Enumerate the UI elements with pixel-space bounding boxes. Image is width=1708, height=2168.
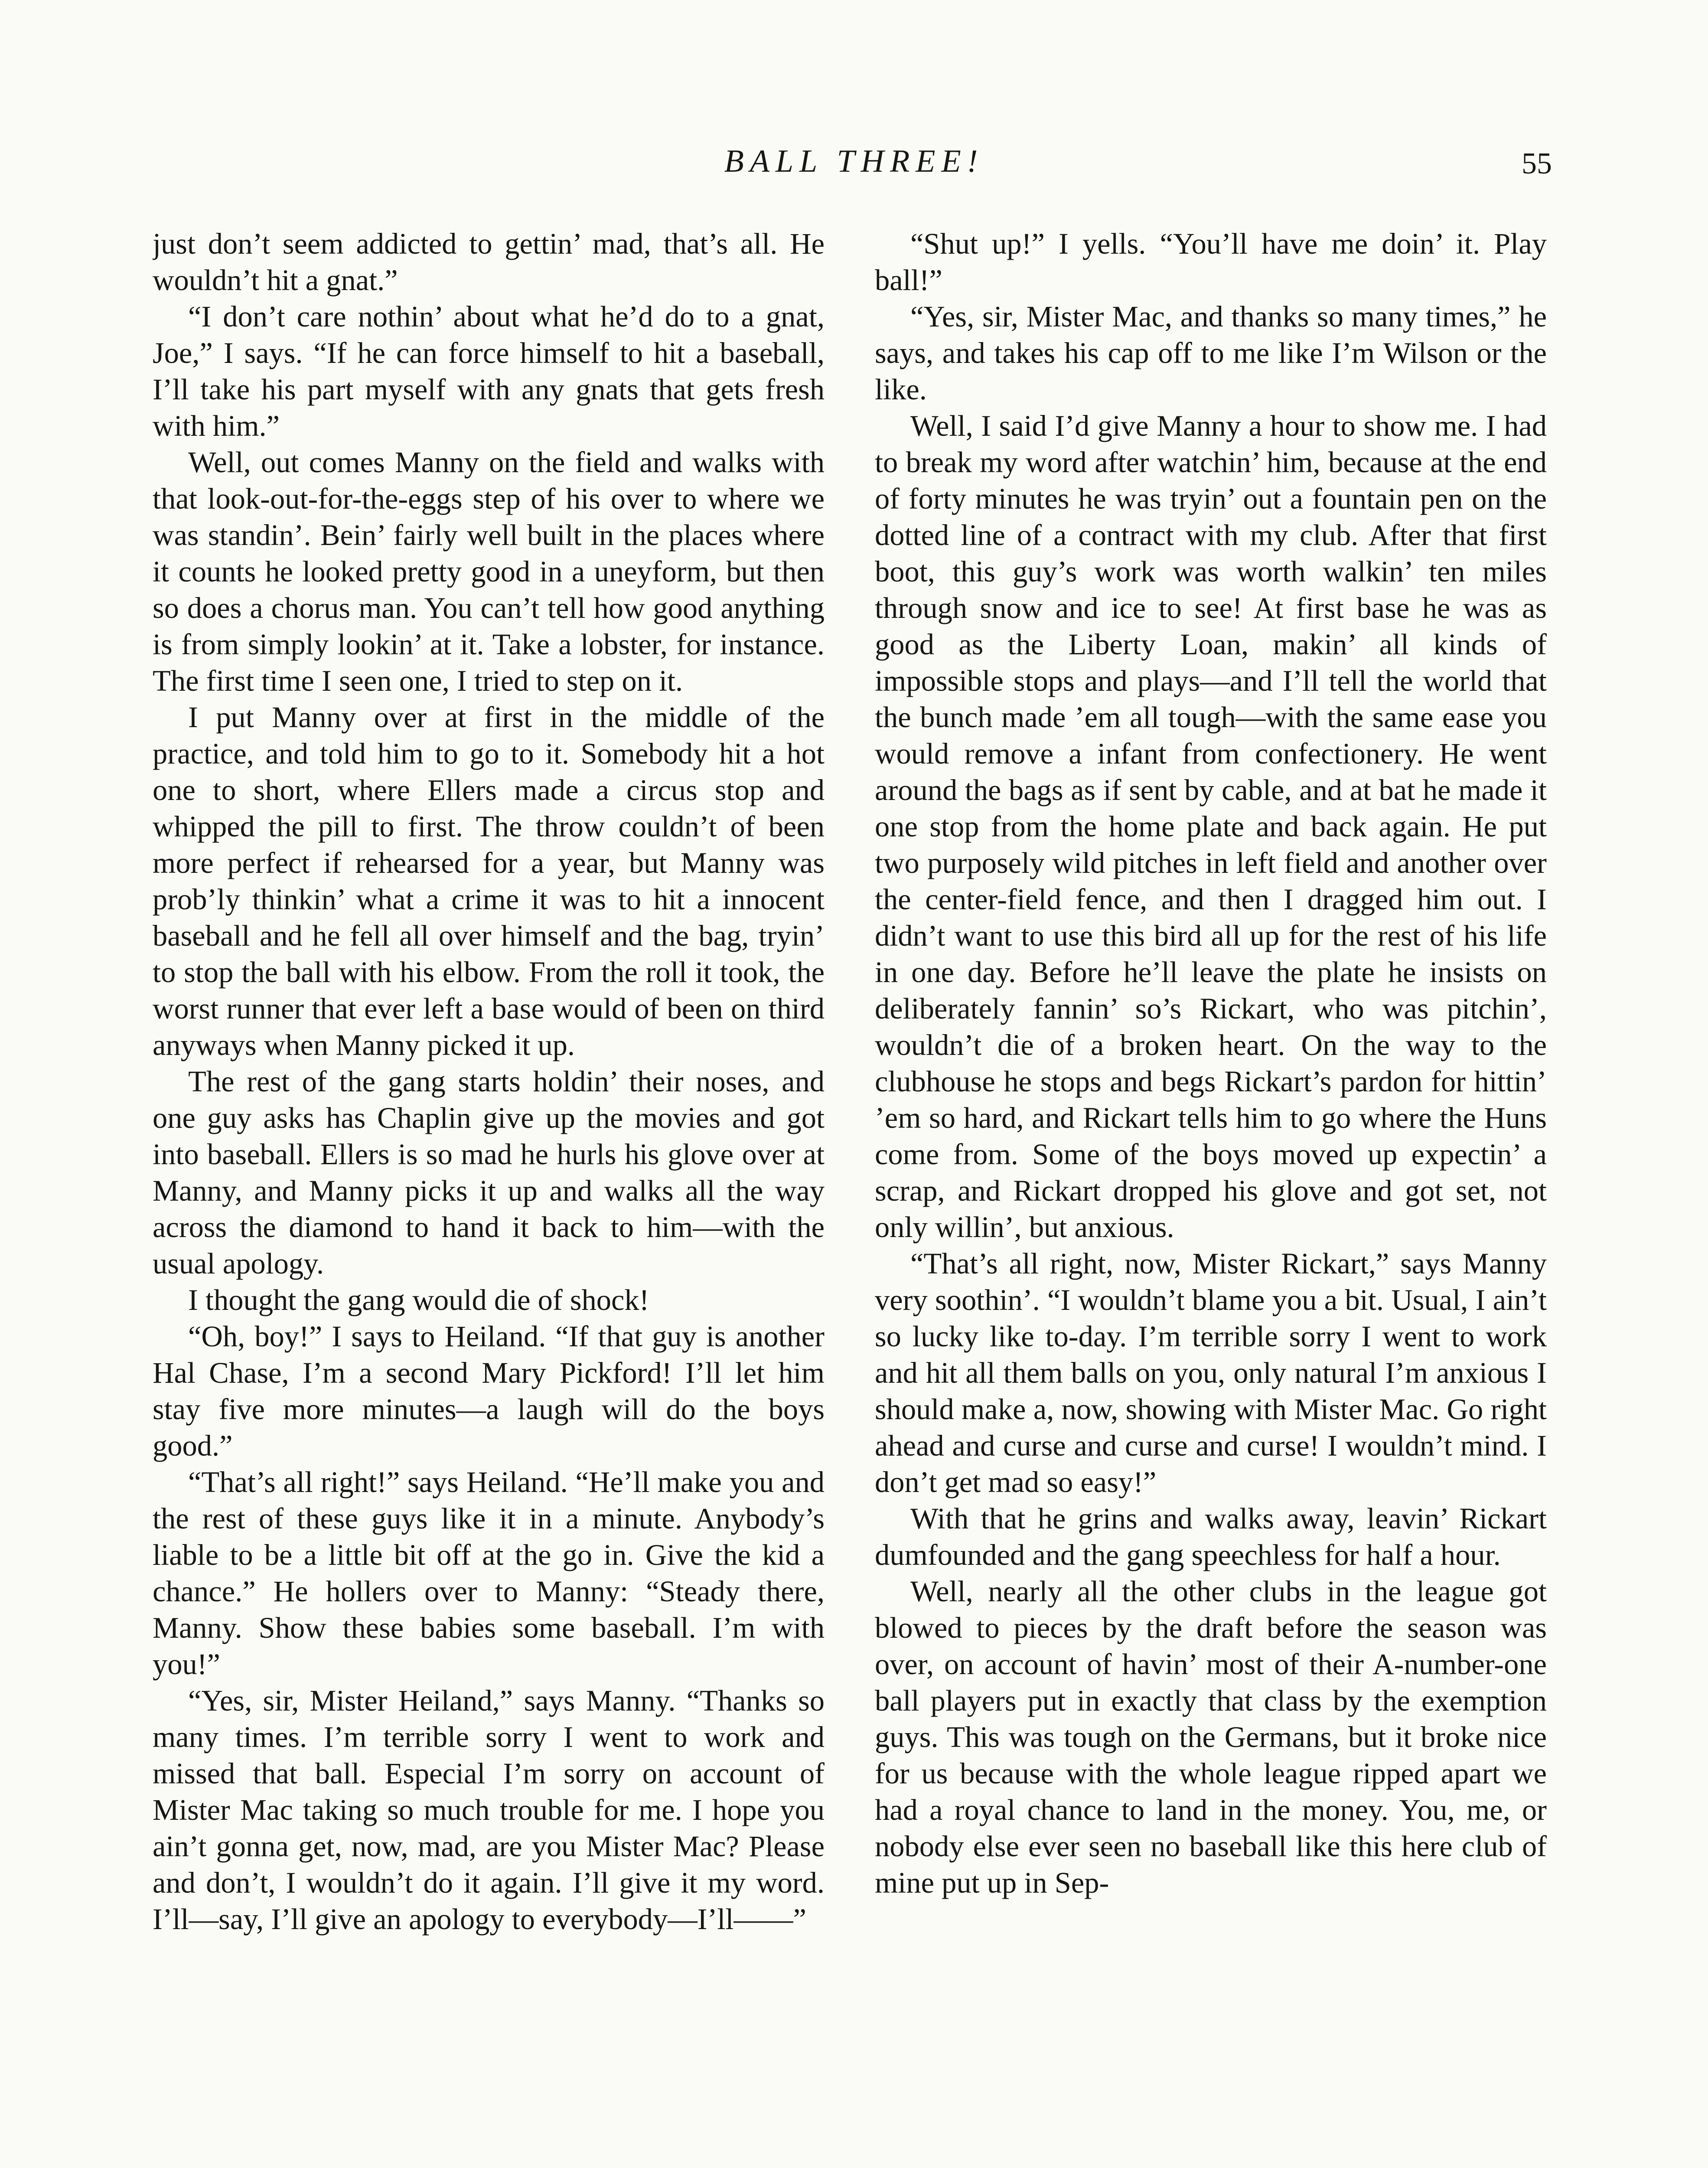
paragraph: “That’s all right, now, Mister Rickart,” says Manny very soothin’. “I wouldn’t blame you a bit. Usual, I ain’t so lucky like to-day. I’m terrible sorry I went to work and hit all them balls on you, only natural I’m anxious I should make a, now, showing with Mister Mac. Go right ahead and curse and curse and curse! I wouldn’t mind. I don’t get mad so easy!” [875, 1247, 1547, 1499]
paragraph: “I don’t care nothin’ about what he’d do to a gnat, Joe,” I says. “If he can force himself to hit a baseball, I’ll take his part myself with any gnats that gets fresh with him.” [153, 300, 825, 442]
paragraph: “Shut up!” I yells. “You’ll have me doin’ it. Play ball!” [875, 227, 1547, 297]
running-title: BALL THREE! [724, 144, 984, 179]
paragraph: just don’t seem addicted to gettin’ mad, that’s all. He wouldn’t hit a gnat.” [153, 227, 825, 297]
left-text-column [153, 225, 825, 2168]
paragraph: Well, nearly all the other clubs in the league got blowed to pieces by the draft before the season was over, on account of havin’ most of their A-number-one ball players put in exactly that class by the exemption guys. This was tough on the Germans, but it broke nice for us because with the whole league ripped apart we had a royal chance to land in the money. You, me, or nobody else ever seen no baseball like this here club of mine put up in Sep- [875, 1575, 1547, 1899]
paragraph: With that he grins and walks away, leavin’ Rickart dumfounded and the gang speechless for half a hour. [875, 1502, 1547, 1571]
page-header [156, 143, 1552, 195]
paragraph: I put Manny over at first in the middle of the practice, and told him to go to it. Somebody hit a hot one to short, where Ellers made a circus stop and whipped the pill to first. The throw couldn’t of been more perfect if rehearsed for a year, but Manny was prob’ly thinkin’ what a crime it was to hit a innocent baseball and he fell all over himself and the bag, tryin’ to stop the ball with his elbow. From the roll it took, the worst runner that ever left a base would of been on third anyways when Manny picked it up. [153, 701, 825, 1061]
right-text-column [875, 225, 1547, 2168]
page-number: 55 [1522, 147, 1552, 180]
paragraph: “Oh, boy!” I says to Heiland. “If that guy is another Hal Chase, I’m a second Mary Pickford! I’ll let him stay five more minutes—a laugh will do the boys good.” [153, 1320, 825, 1462]
paragraph: “Yes, sir, Mister Heiland,” says Manny. “Thanks so many times. I’m terrible sorry I went to work and missed that ball. Especial I’m sorry on account of Mister Mac taking so much trouble for me. I hope you ain’t gonna get, now, mad, are you Mister Mac? Please and don’t, I wouldn’t do it again. I’ll give it my word. I’ll—say, I’ll give an apology to everybody—I’ll——” [153, 1684, 825, 1936]
paragraph: “Yes, sir, Mister Mac, and thanks so many times,” he says, and takes his cap off to me like I’m Wilson or the like. [875, 300, 1547, 406]
paragraph: Well, out comes Manny on the field and walks with that look-out-for-the-eggs step of his over to where we was standin’. Bein’ fairly well built in the places where it counts he looked pretty good in a uneyform, but then so does a chorus man. You can’t tell how good anything is from simply lookin’ at it. Take a lobster, for instance. The first time I seen one, I tried to step on it. [153, 446, 825, 697]
paragraph: The rest of the gang starts holdin’ their noses, and one guy asks has Chaplin give up the movies and got into baseball. Ellers is so mad he hurls his glove over at Manny, and Manny picks it up and walks all the way across the diamond to hand it back to him—with the usual apology. [153, 1065, 825, 1280]
paragraph: Well, I said I’d give Manny a hour to show me. I had to break my word after watchin’ him, because at the end of forty minutes he was tryin’ out a fountain pen on the dotted line of a contract with my club. After that first boot, this guy’s work was worth walkin’ ten miles through snow and ice to see! At first base he was as good as the Liberty Loan, makin’ all kinds of impossible stops and plays—and I’ll tell the world that the bunch made ’em all tough—with the same ease you would remove a infant from confectionery. He went around the bags as if sent by cable, and at bat he made it one stop from the home plate and back again. He put two purposely wild pitches in left field and another over the center-field fence, and then I dragged him out. I didn’t want to use this bird all up for the rest of his life in one day. Before he’ll leave the plate he insists on deliberately fannin’ so’s Rickart, who was pitchin’, wouldn’t die of a broken heart. On the way to the clubhouse he stops and begs Rickart’s pardon for hittin’ ’em so hard, and Rickart tells him to go where the Huns come from. Some of the boys moved up expectin’ a scrap, and Rickart dropped his glove and got set, not only willin’, but anxious. [875, 409, 1547, 1244]
paragraph: I thought the gang would die of shock! [188, 1283, 649, 1316]
paragraph: “That’s all right!” says Heiland. “He’ll make you and the rest of these guys like it in a minute. Anybody’s liable to be a little bit off at the go in. Give the kid a chance.” He hollers over to Manny: “Steady there, Manny. Show these babies some baseball. I’m with you!” [153, 1466, 825, 1681]
